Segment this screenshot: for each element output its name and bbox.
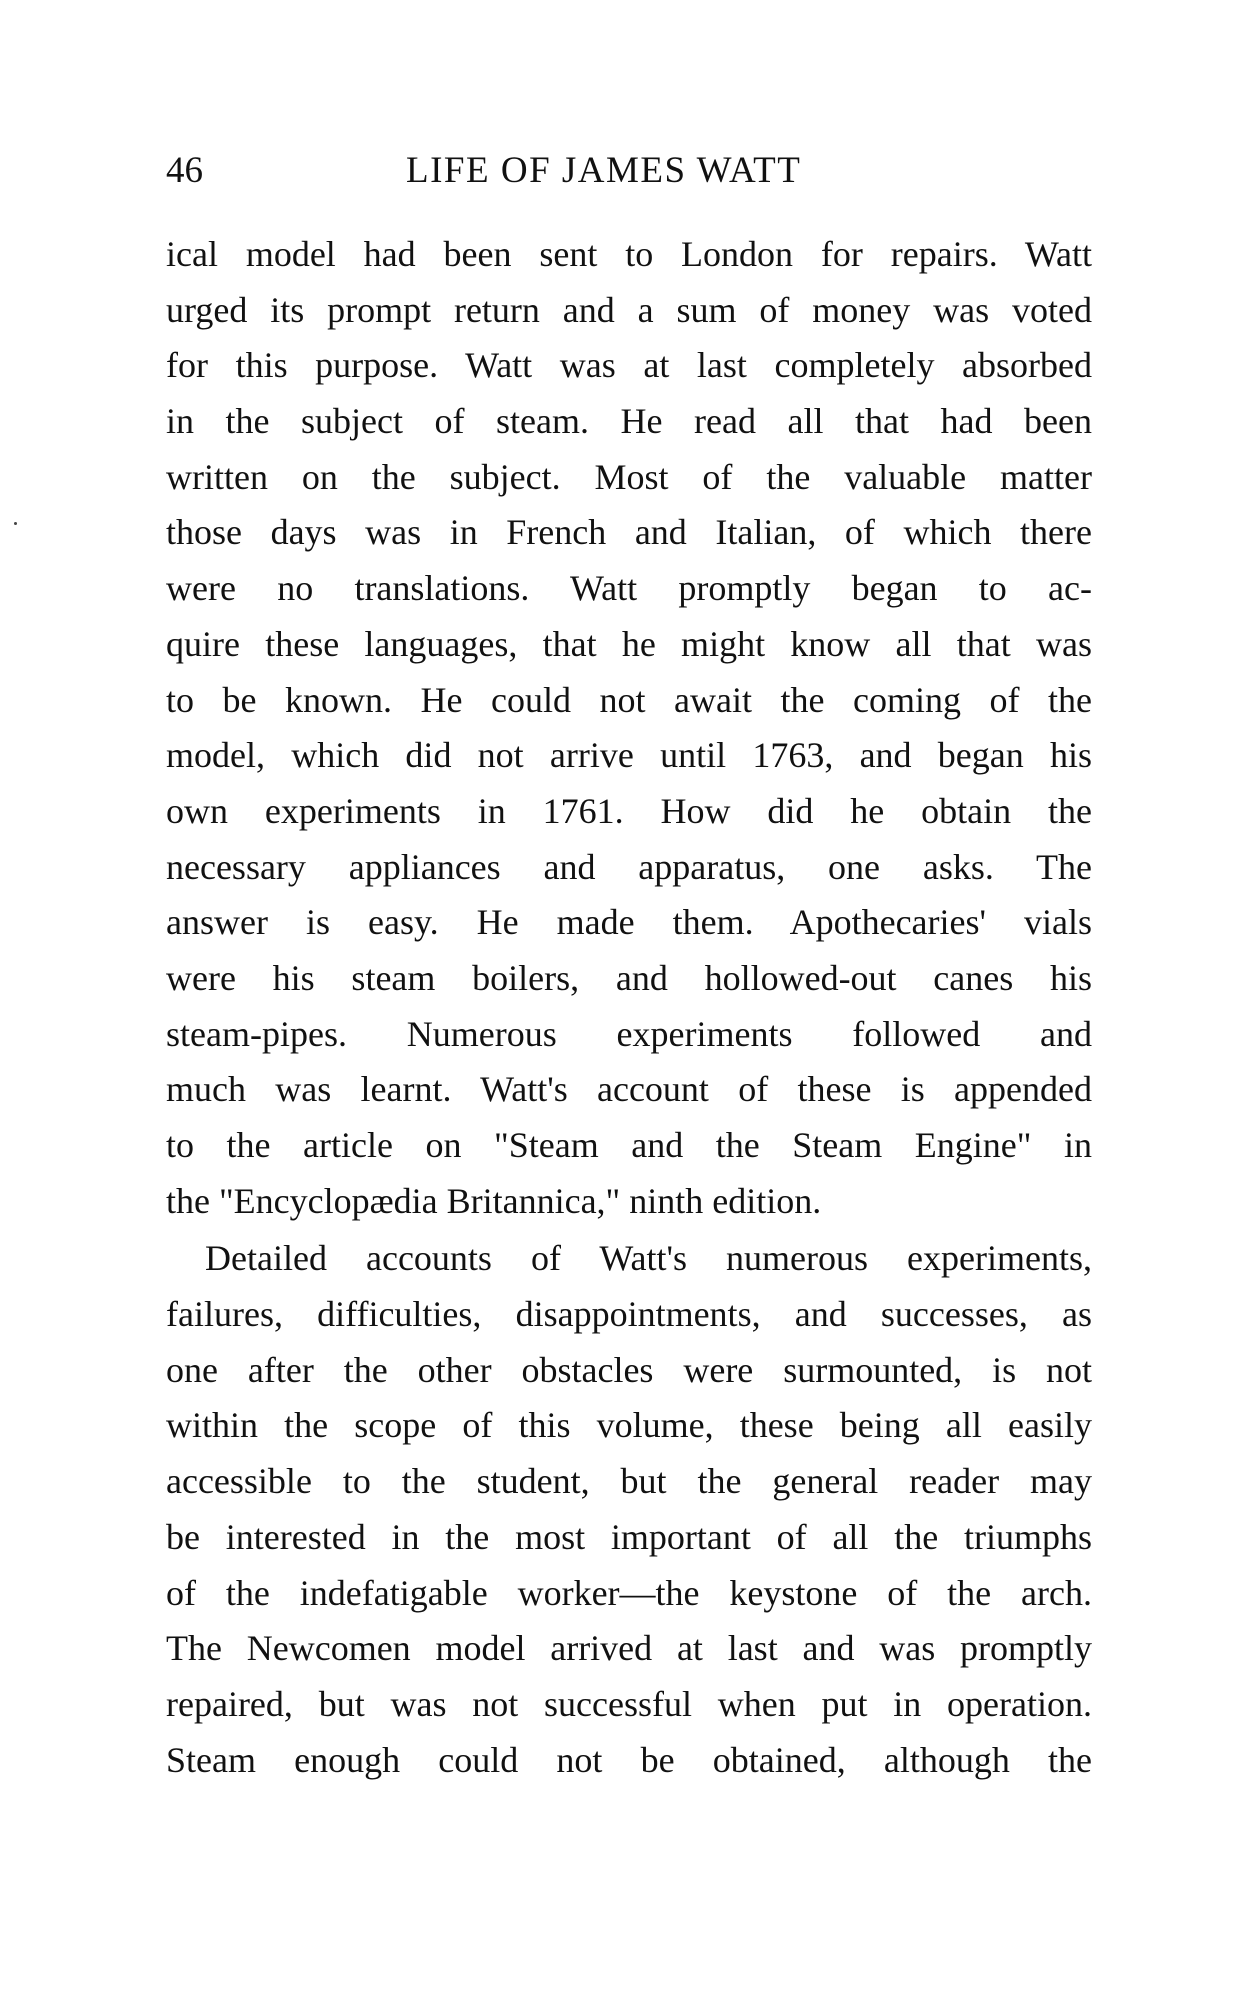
text-line: within the scope of this volume, these being all easily — [166, 1405, 1092, 1446]
stray-ink-dot — [14, 522, 17, 525]
text-line: those days was in French and Italian, of which there — [166, 512, 1092, 553]
text-line: answer is easy. He made them. Apothecaries' vials — [166, 902, 1092, 943]
text-line: written on the subject. Most of the valuable matter — [166, 456, 1092, 497]
text-line: urged its prompt return and a sum of money was voted — [166, 289, 1092, 330]
text-line: necessary appliances and apparatus, one asks. The — [166, 846, 1092, 887]
text-line: The Newcomen model arrived at last and was promptly — [166, 1628, 1092, 1669]
text-line: accessible to the student, but the general reader may — [166, 1461, 1092, 1502]
text-line: repaired, but was not successful when put in operation. — [166, 1683, 1092, 1724]
text-line: one after the other obstacles were surmounted, is not — [166, 1349, 1092, 1390]
text-line: own experiments in 1761. How did he obtain the — [166, 790, 1092, 831]
text-line: were no translations. Watt promptly began to ac- — [166, 568, 1092, 609]
text-line: to be known. He could not await the coming of the — [166, 679, 1092, 720]
text-line: Detailed accounts of Watt's numerous experiments, — [205, 1238, 1092, 1279]
text-line: quire these languages, that he might know all that was — [166, 623, 1092, 664]
body-text — [166, 227, 1092, 1788]
text-line: in the subject of steam. He read all that had been — [166, 401, 1092, 442]
text-line: for this purpose. Watt was at last completely absorbed — [166, 345, 1092, 386]
text-line: be interested in the most important of all the triumphs — [166, 1516, 1092, 1557]
text-line: the "Encyclopædia Britannica," ninth edition. — [166, 1180, 822, 1221]
text-line: Steam enough could not be obtained, although the — [166, 1739, 1092, 1780]
text-line: much was learnt. Watt's account of these is appended — [166, 1069, 1092, 1110]
text-line: were his steam boilers, and hollowed-out canes his — [166, 957, 1092, 998]
text-line: steam-pipes. Numerous experiments followed and — [166, 1013, 1092, 1054]
text-line: of the indefatigable worker—the keystone of the arch. — [166, 1572, 1092, 1613]
running-title: LIFE OF JAMES WATT — [406, 150, 802, 191]
text-line: failures, difficulties, disappointments, and successes, as — [166, 1294, 1092, 1335]
running-head — [166, 146, 856, 196]
text-line: to the article on "Steam and the Steam Engine" in — [166, 1125, 1092, 1165]
text-line: model, which did not arrive until 1763, and began his — [166, 735, 1092, 776]
text-line: ical model had been sent to London for repairs. Watt — [166, 234, 1092, 274]
page-number: 46 — [166, 150, 203, 191]
